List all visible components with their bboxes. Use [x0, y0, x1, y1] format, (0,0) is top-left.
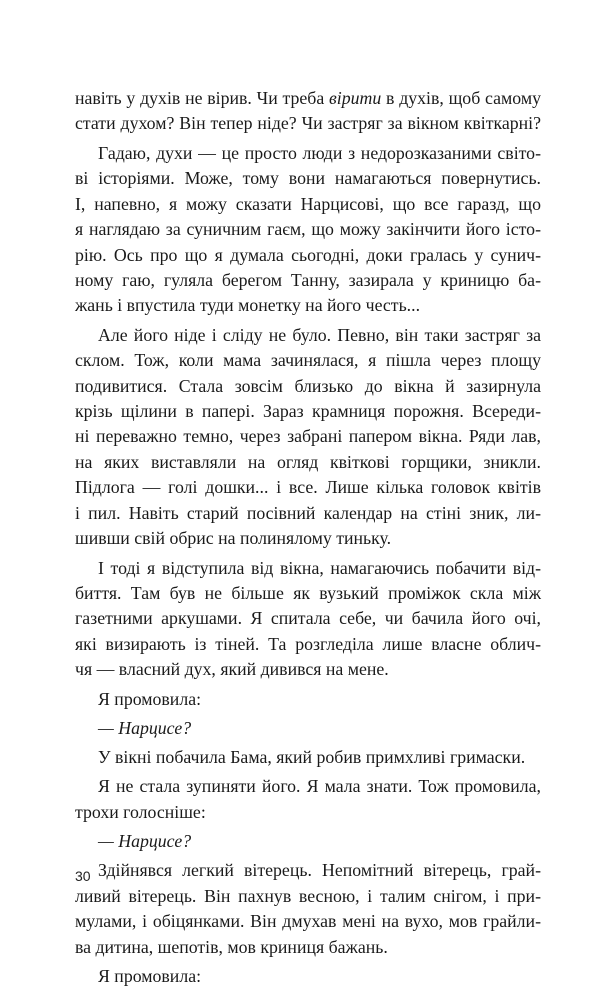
- text-line: навіть у духів не вірив. Чи треба вірити в духів, щоб самому: [75, 88, 541, 108]
- page-body-text: [75, 86, 541, 993]
- dialogue-paragraph: [75, 829, 541, 854]
- text-line: ва дитина, шепотів, мов криниця бажань.: [75, 936, 388, 957]
- text-line: чя — власний дух, який дивився на мене.: [75, 659, 389, 680]
- text-line: Гадаю, духи — це просто люди з недорозказаними світо-: [98, 142, 541, 163]
- text-line: Здійнявся легкий вітерець. Непомітний вітерець, грай-: [98, 860, 541, 881]
- text-line: ливий вітерець. Він пахнув весною, і талим снігом, і при-: [75, 885, 541, 906]
- text-line: жань і впустила туди монетку на його честь...: [75, 295, 421, 316]
- paragraph: [75, 964, 541, 989]
- text-line: мулами, і обіцянками. Він дмухав мені на вухо, мов грайли-: [75, 911, 541, 932]
- paragraph: [75, 687, 541, 712]
- page-number: 30: [75, 868, 91, 884]
- dialogue-paragraph: [75, 716, 541, 741]
- text-line: ні переважно темно, через забрані папером вікна. Ряди лав,: [75, 426, 541, 447]
- text-line: У вікні побачила Бама, який робив примхливі гримаски.: [98, 747, 526, 768]
- text-line: Я промовила:: [98, 965, 202, 986]
- paragraph: [75, 141, 541, 319]
- text-line: Підлога — голі дошки... і все. Лише кілька головок квітів: [75, 477, 541, 498]
- paragraph: [75, 858, 541, 960]
- text-line: Я промовила:: [98, 688, 202, 709]
- paragraph: [75, 745, 541, 770]
- text-line: шивши свій обрис на полинялому тиньку.: [75, 528, 392, 549]
- text-line: трохи голосніше:: [75, 801, 206, 822]
- dialogue-line: — Нарцисе?: [98, 831, 192, 852]
- text-line: стати духом? Він тепер ніде? Чи застряг за вікном квіткарні?: [75, 113, 541, 134]
- paragraph: [75, 323, 541, 552]
- text-line: подивитися. Стала зовсім близько до вікна й зазирнула: [75, 375, 541, 396]
- paragraph: [75, 556, 541, 683]
- text-line: биття. Там був не більше як вузький проміжок скла між: [75, 583, 541, 603]
- text-line: ві історіями. Може, тому вони намагаються повернутись.: [75, 168, 541, 189]
- text-line: і пил. Навіть старий посівний календар на стіні зник, ли-: [75, 502, 541, 523]
- text-line: на яких виставляли на огляд квіткові горщики, зникли.: [75, 451, 541, 472]
- text-line: ному гаю, гуляла берегом Танну, зазирала у криницю ба-: [75, 269, 541, 290]
- text-line: які визирають із тіней. Та розгледіла лише власне облич-: [75, 633, 541, 654]
- emphasis-word: вірити: [329, 88, 382, 108]
- text-line: склом. Тож, коли мама зачинялася, я пішла через площу: [75, 350, 541, 371]
- text-line: рію. Ось про що я думала сьогодні, доки гралась у сунич-: [75, 244, 541, 265]
- text-line: І, напевно, я можу сказати Нарцисові, що все гаразд, що: [75, 193, 541, 214]
- text-line: я наглядаю за суничним гаєм, що можу закінчити його істо-: [75, 219, 541, 240]
- paragraph: [75, 86, 541, 137]
- paragraph: [75, 774, 541, 825]
- text-line: газетними аркушами. Я спитала себе, чи бачила його очі,: [75, 608, 541, 629]
- text-line: Але його ніде і сліду не було. Певно, він таки застряг за: [98, 324, 541, 345]
- dialogue-line: — Нарцисе?: [98, 717, 192, 738]
- text-line: Я не стала зупиняти його. Я мала знати. Тож промовила,: [98, 776, 541, 797]
- text-line: І тоді я відступила від вікна, намагаючись побачити від-: [98, 557, 541, 578]
- text-line: крізь щілини в папері. Зараз крамниця порожня. Всереди-: [75, 401, 541, 422]
